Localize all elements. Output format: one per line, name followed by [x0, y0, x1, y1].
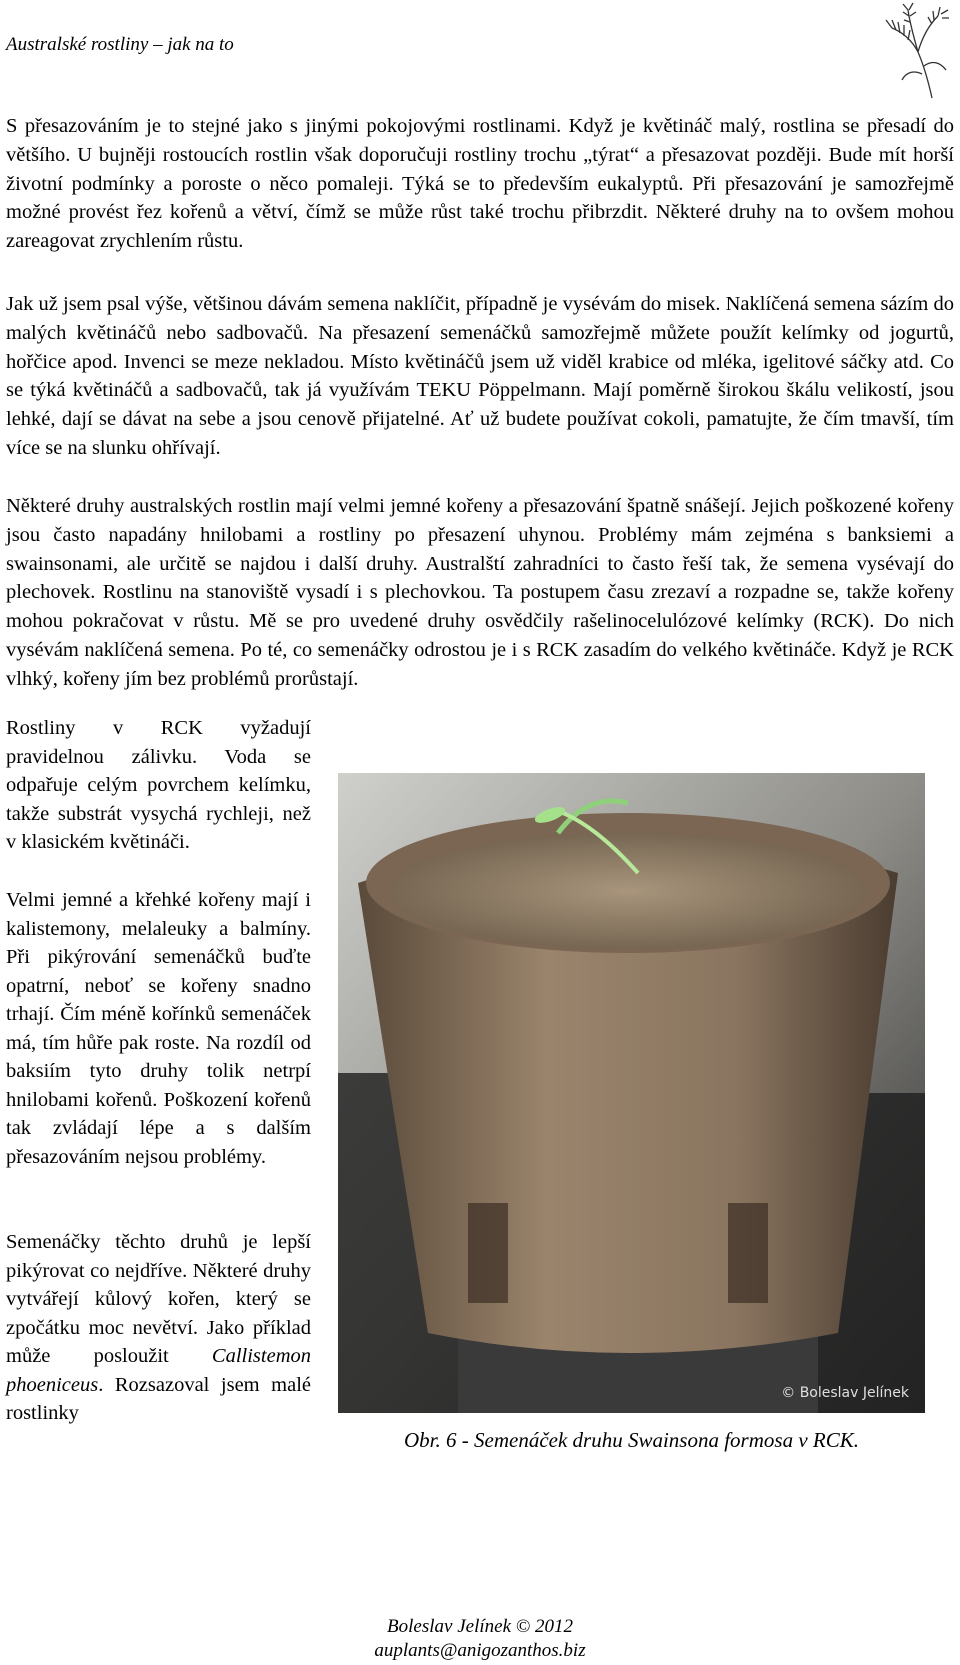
figure-caption: Obr. 6 - Semenáček druhu Swainsona formosa v RCK.: [404, 1428, 859, 1452]
page-footer: [0, 1615, 960, 1663]
species-name: Callistemon phoeniceus: [6, 1345, 311, 1396]
paragraph-containers: Jak už jsem psal výše, většinou dávám semena naklíčit, případně je vysévám do misek. Naklíčená semena sázím do malých květináčů nebo sadbovačů. Na přesazení semenáčků samozřejmě můžete použít kelímky od jogurtů, hořčice apod. Invenci se meze nekladou. Místo květináčů jsem už viděl krabice od mléka, igelitové sáčky atd. Co se týká květináčů a sadbovačů, tak já využívám TEKU Pöppelmann. Mají poměrně širokou škálu velikostí, jsou lehké, dají se dávat na sebe a jsou cenově přijatelné. Ať už budete používat cokoli, pamatujte, že čím tmavší, tím více se na slunku ohřívají.: [6, 293, 954, 459]
seedling-photo: [338, 773, 925, 1413]
column-paragraph-watering: Rostliny v RCK vyžadují pravidelnou zálivku. Voda se odpařuje celým povrchem kelímku, takže substrát vysychá rychleji, než v klasickém květináči.: [6, 717, 311, 853]
pricking-out-text-end: . Rozsazoval jsem malé rostlinky: [6, 1373, 311, 1424]
footer-email: auplants@anigozanthos.biz: [374, 1640, 586, 1661]
column-paragraph-pricking-out: [6, 1228, 311, 1428]
footer-author: Boleslav Jelínek © 2012: [387, 1616, 573, 1637]
column-paragraph-fragile-roots: Velmi jemné a křehké kořeny mají i kalistemony, melaleuky a balmíny. Při pikýrování semenáčků buďte opatrní, neboť se kořeny snadno trhají. Čím méně kořínků semenáček má, tím hůře pak roste. Na rozdíl od baksiím tyto druhy tolik netrpí hnilobami kořenů. Poškození kořenů tak zvládají lépe a s dalším přesazováním nejsou problémy.: [6, 889, 311, 1168]
peat-pot-illustration: [338, 773, 925, 1413]
paragraph-fine-roots: Některé druhy australských rostlin mají velmi jemné kořeny a přesazování špatně snášejí. Jejich poškozené kořeny jsou často napadány hnilobami a rostliny po přesazení uhynou. Problémy mám zejména s banksiemi a swainsonami, ale určitě se najdou i další druhy. Australští zahradníci to často řeší tak, že semena vysévají do plechovek. Rostlinu na stanoviště vysadí i s plechovkou. Ta postupem času zrezaví a rozpadne se, takže kořeny mohou pokračovat v růstu. Mě se pro uvedené druhy osvědčily rašelinocelulózové kelímky (RCK). Do nich vysévám naklíčená semena. Po té, co semenáčky odrostou je i s RCK zasadím do velkého květináče. Když je RCK vlhký, kořeny jím bez problémů prorůstají.: [6, 495, 954, 690]
kangaroo-paw-logo-icon: [862, 0, 954, 100]
running-header: Australské rostliny – jak na to: [6, 34, 234, 55]
photo-credit: © Boleslav Jelínek: [781, 1385, 909, 1401]
pricking-out-text: Semenáčky těchto druhů je lepší pikýrovat co nejdříve. Některé druhy vytvářejí kůlový kořen, který se zpočátku moc nevětví. Jako příklad může posloužit: [6, 1231, 311, 1367]
paragraph-repotting: S přesazováním je to stejné jako s jinými pokojovými rostlinami. Když je květináč malý, rostlina se přesadí do většího. U bujněji rostoucích rostlin však doporučuji rostliny trochu „týrat“ a přesazovat později. Bude mít horší životní podmínky a poroste o něco pomaleji. Týká se to především eukalyptů. Při přesazování je samozřejmě možné provést řez kořenů a větví, čímž se může růst také trochu přibrzdit. Některé druhy na to ovšem mohou zareagovat zrychlením růstu.: [6, 115, 954, 253]
